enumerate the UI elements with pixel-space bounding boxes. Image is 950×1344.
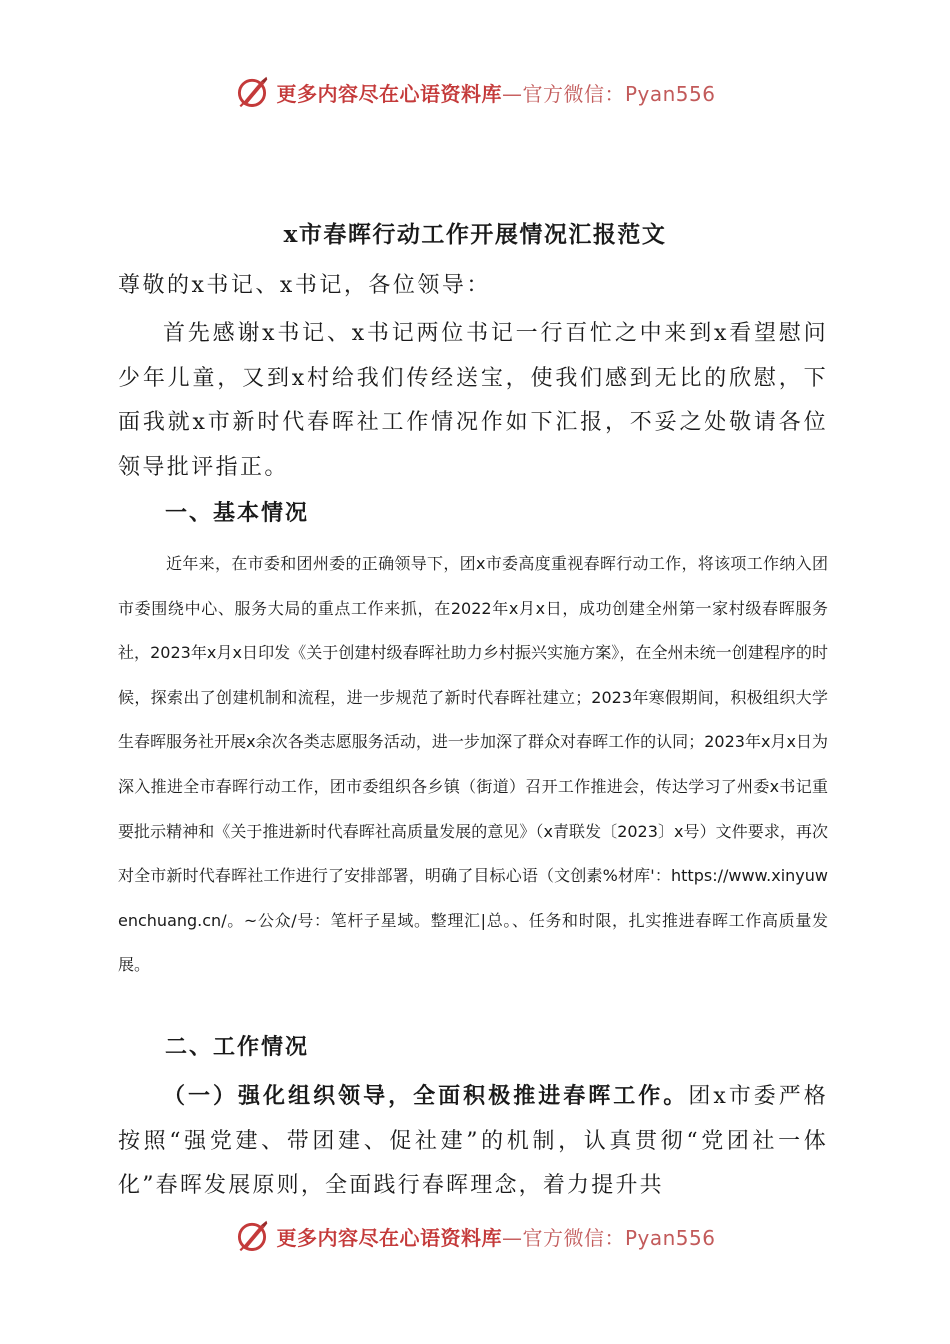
- watermark-text: 更多内容尽在心语资料库—官方微信：Pyan556: [276, 81, 716, 106]
- document-title: x市春晖行动工作开展情况汇报范文: [283, 221, 667, 248]
- intro-paragraph: 首先感谢x书记、x书记两位书记一行百忙之中来到x看望慰问少年儿童，又到x村给我们传经送宝，使我们感到无比的欣慰，下面我就x市新时代春晖社工作情况作如下汇报，不妥之处敬请各位领导批评指正。: [118, 321, 828, 480]
- section-heading-basic: 一、基本情况: [165, 500, 310, 526]
- quill-pen-logo-icon: [234, 74, 270, 110]
- subsection-body: 团x市委严格按照“强党建、带团建、促社建”的机制，认真贯彻“党团社一体化”春晖发展原则，全面践行春晖理念，着力提升共: [118, 1084, 829, 1198]
- watermark-text: 更多内容尽在心语资料库—官方微信：Pyan556: [276, 1225, 716, 1250]
- work-paragraph: [118, 1074, 828, 1209]
- section-heading-work: 二、工作情况: [165, 1034, 310, 1060]
- salutation: 尊敬的x书记、x书记，各位领导：: [118, 273, 491, 298]
- subsection-lead: （一）强化组织领导，全面积极推进春晖工作。: [163, 1083, 689, 1109]
- header-watermark: [0, 70, 950, 114]
- quill-pen-logo-icon: [234, 1218, 270, 1254]
- footer-watermark: [0, 1214, 950, 1258]
- basic-situation-paragraph: 近年来，在市委和团州委的正确领导下，团x市委高度重视春晖行动工作，将该项工作纳入团市委围绕中心、服务大局的重点工作来抓，在2022年x月x日，成功创建全州第一家村级春晖服务社，2023年x月x日印发《关于创建村级春晖社助力乡村振兴实施方案》，在全州未统一创建程序的时候，探索出了创建机制和流程，进一步规范了新时代春晖社建立；2023年寒假期间，积极组织大学生春晖服务社开展x余次各类志愿服务活动，进一步加深了群众对春晖工作的认同；2023年x月x日为深入推进全市春晖行动工作，团市委组织各乡镇（街道）召开工作推进会，传达学习了州委x书记重要批示精神和《关于推进新时代春晖社高质量发展的意见》（x青联发〔2023〕x号）文件要求，再次对全市新时代春晖社工作进行了安排部署，明确了目标心语（文创素%材库'：https://www.xinyuwenchuang.cn/。~公众/号：笔杆子星域。整理汇|总。、任务和时限，扎实推进春晖工作高质量发展。: [118, 554, 828, 975]
